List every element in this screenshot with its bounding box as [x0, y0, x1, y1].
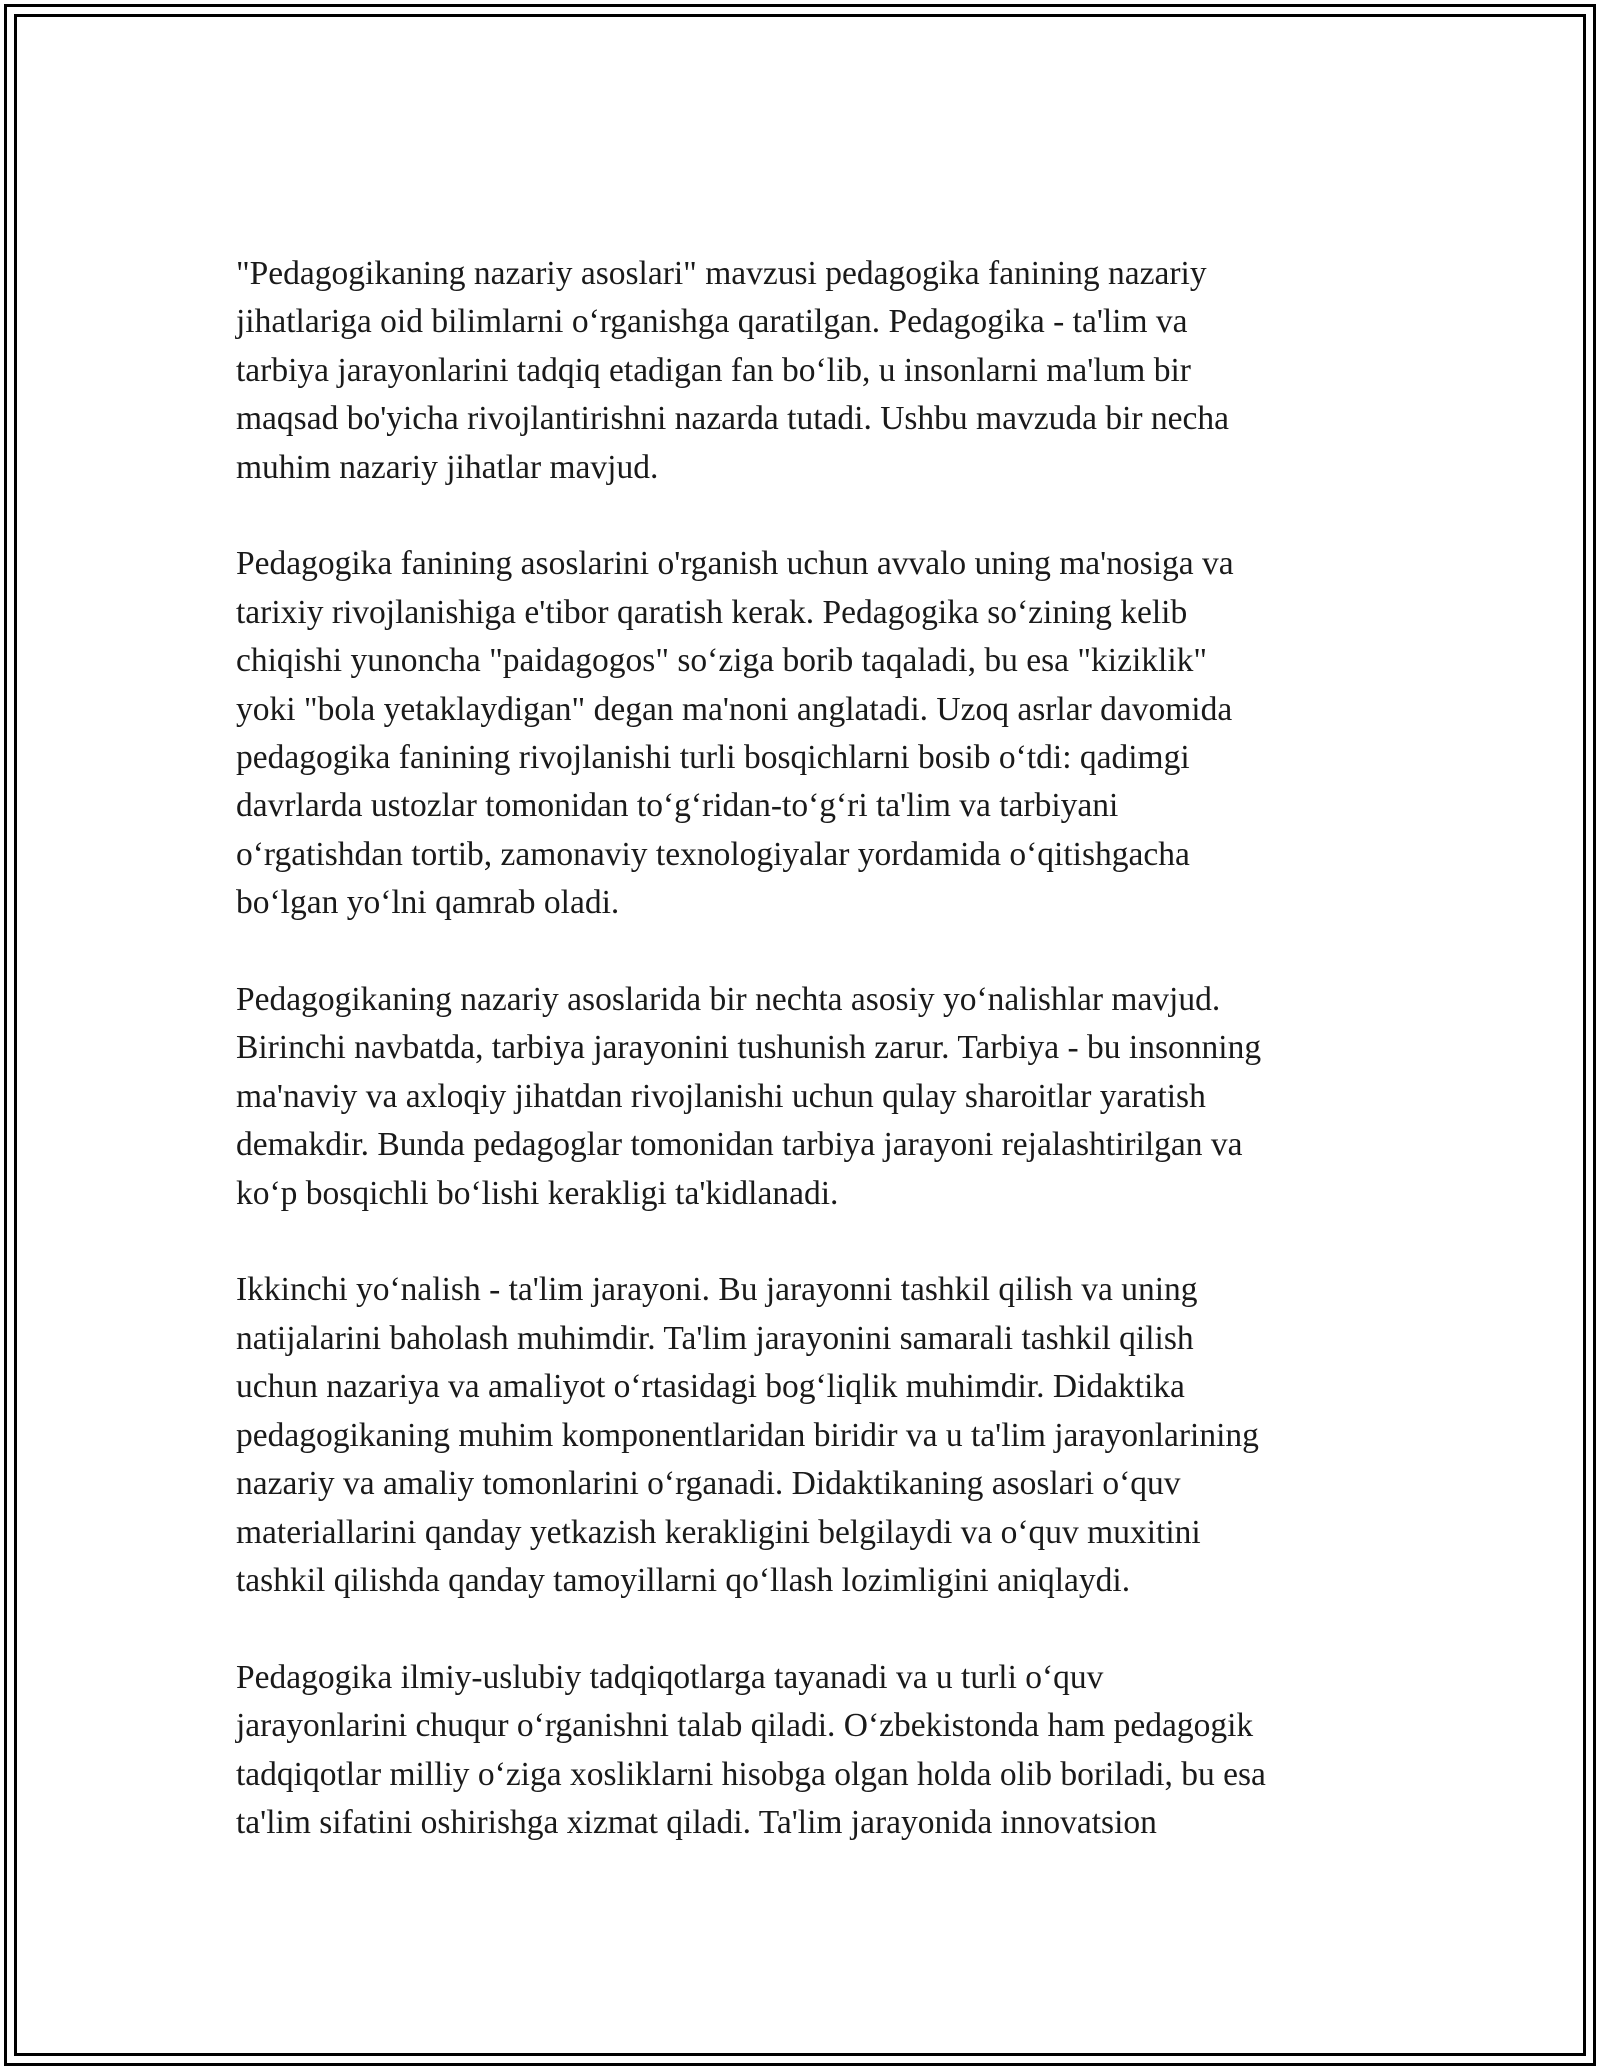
text-line: jihatlariga oid bilimlarni oʻrganishga qaratilgan. Pedagogika - ta'lim va: [236, 303, 1188, 341]
text-line: maqsad bo'yicha rivojlantirishni nazarda tutadi. Ushbu mavzuda bir necha: [236, 400, 1230, 438]
document-body: [236, 250, 1386, 1896]
text-line: materiallarini qanday yetkazish kerakligini belgilaydi va oʻquv muxitini: [236, 1513, 1201, 1551]
text-line: Birinchi navbatda, tarbiya jarayonini tushunish zarur. Tarbiya - bu insonning: [236, 1029, 1262, 1067]
text-line: boʻlgan yoʻlni qamrab oladi.: [236, 884, 620, 922]
paragraph-2: [236, 540, 1386, 927]
text-line: ta'lim sifatini oshirishga xizmat qiladi. Ta'lim jarayonida innovatsion: [236, 1803, 1157, 1841]
text-line: Pedagogika fanining asoslarini o'rganish uchun avvalo uning ma'nosiga va: [236, 545, 1234, 583]
text-line: Pedagogika ilmiy-uslubiy tadqiqotlarga tayanadi va u turli oʻquv: [236, 1658, 1104, 1696]
text-line: uchun nazariya va amaliyot oʻrtasidagi bogʻliqlik muhimdir. Didaktika: [236, 1368, 1185, 1406]
text-line: demakdir. Bunda pedagoglar tomonidan tarbiya jarayoni rejalashtirilgan va: [236, 1126, 1243, 1164]
paragraph-1: [236, 250, 1386, 492]
text-line: natijalarini baholash muhimdir. Ta'lim jarayonini samarali tashkil qilish: [236, 1319, 1194, 1357]
text-line: Ikkinchi yoʻnalish - ta'lim jarayoni. Bu jarayonni tashkil qilish va uning: [236, 1271, 1198, 1309]
text-line: pedagogika fanining rivojlanishi turli bosqichlarni bosib oʻtdi: qadimgi: [236, 739, 1190, 777]
text-line: "Pedagogikaning nazariy asoslari" mavzusi pedagogika fanining nazariy: [236, 255, 1207, 292]
text-line: muhim nazariy jihatlar mavjud.: [236, 448, 659, 486]
text-line: tarixiy rivojlanishiga e'tibor qaratish kerak. Pedagogika soʻzining kelib: [236, 593, 1188, 631]
text-line: pedagogikaning muhim komponentlaridan biridir va u ta'lim jarayonlarining: [236, 1416, 1259, 1454]
text-line: tarbiya jarayonlarini tadqiq etadigan fan boʻlib, u insonlarni ma'lum bir: [236, 351, 1191, 389]
paragraph-3: [236, 976, 1386, 1218]
text-line: ma'naviy va axloqiy jihatdan rivojlanishi uchun qulay sharoitlar yaratish: [236, 1077, 1206, 1115]
text-line: koʻp bosqichli boʻlishi kerakligi ta'kidlanadi.: [236, 1174, 839, 1212]
text-line: chiqishi yunoncha "paidagogos" soʻziga borib taqaladi, bu esa "kiziklik": [236, 642, 1208, 680]
text-line: tadqiqotlar milliy oʻziga xosliklarni hisobga olgan holda olib boriladi, bu esa: [236, 1755, 1266, 1793]
text-line: oʻrgatishdan tortib, zamonaviy texnologiyalar yordamida oʻqitishgacha: [236, 835, 1190, 873]
text-line: tashkil qilishda qanday tamoyillarni qoʻllash lozimligini aniqlaydi.: [236, 1561, 1131, 1599]
text-line: nazariy va amaliy tomonlarini oʻrganadi. Didaktikaning asoslari oʻquv: [236, 1465, 1181, 1503]
text-line: davrlarda ustozlar tomonidan toʻgʻridan-toʻgʻri ta'lim va tarbiyani: [236, 787, 1119, 825]
paragraph-4: [236, 1266, 1386, 1605]
text-line: Pedagogikaning nazariy asoslarida bir nechta asosiy yoʻnalishlar mavjud.: [236, 981, 1221, 1019]
text-line: yoki "bola yetaklaydigan" degan ma'noni anglatadi. Uzoq asrlar davomida: [236, 690, 1233, 728]
paragraph-5: [236, 1654, 1386, 1848]
text-line: jarayonlarini chuqur oʻrganishni talab qiladi. Oʻzbekistonda ham pedagogik: [236, 1707, 1254, 1745]
